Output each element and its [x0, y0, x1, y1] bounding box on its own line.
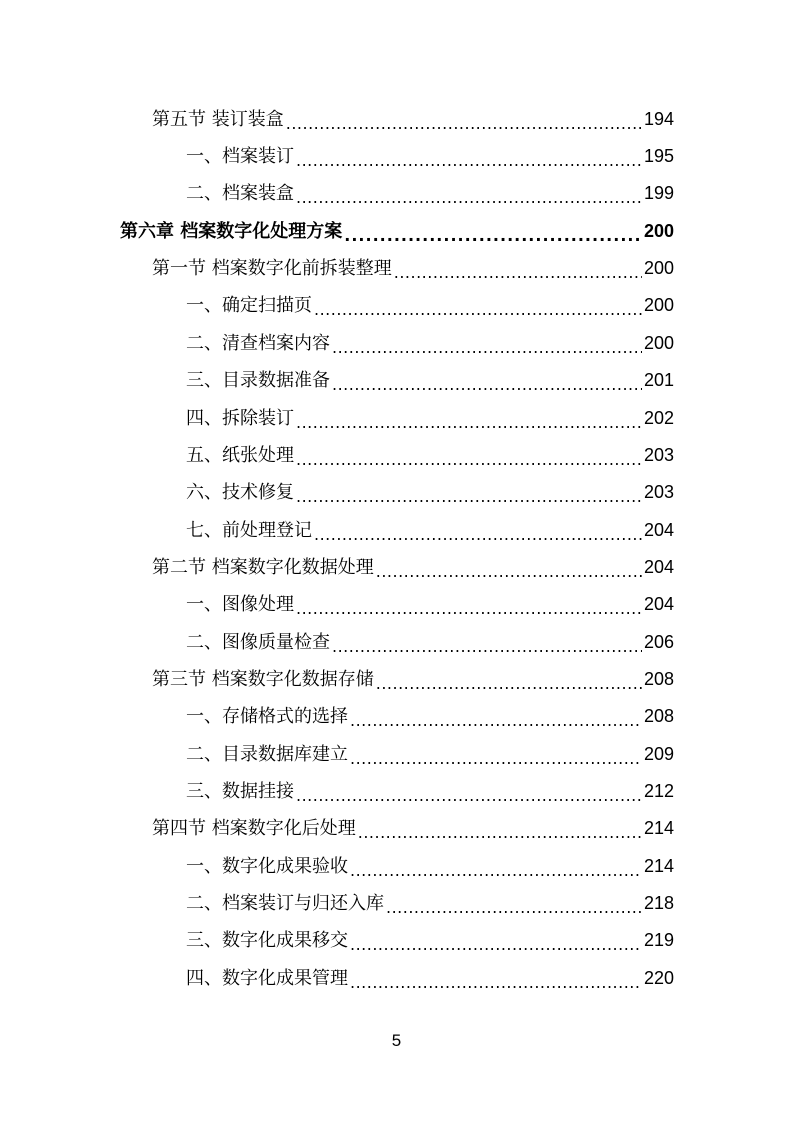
toc-entry-title: 三、数据挂接: [186, 781, 294, 802]
toc-entry[interactable]: [186, 848, 674, 885]
toc-entry[interactable]: [186, 773, 674, 810]
toc-entry[interactable]: [186, 175, 674, 212]
toc-entry-page: 203: [643, 445, 674, 465]
toc-entry-page: 200: [643, 221, 674, 241]
toc-entry-title: 一、存储格式的选择: [186, 706, 348, 727]
toc-entry-page: 200: [643, 333, 674, 353]
toc-entry[interactable]: [186, 736, 674, 773]
toc-entry-title: 一、确定扫描页: [186, 295, 312, 316]
toc-entry[interactable]: [186, 325, 674, 362]
toc-dot-leader: [350, 698, 642, 735]
toc-entry-title: 第六章 档案数字化处理方案: [120, 221, 343, 242]
toc-entry-title: 二、图像质量检查: [186, 632, 330, 653]
toc-entry-title: 三、目录数据准备: [186, 370, 330, 391]
toc-entry-title: 七、前处理登记: [186, 520, 312, 541]
toc-entry[interactable]: [186, 885, 674, 922]
toc-dot-leader: [332, 325, 642, 362]
toc-dot-leader: [386, 885, 642, 922]
toc-entry-title: 五、纸张处理: [186, 445, 294, 466]
toc-entry-title: 二、档案装盒: [186, 183, 294, 204]
toc-entry-page: 200: [643, 258, 674, 278]
toc-entry-page: 195: [643, 146, 674, 166]
toc-dot-leader: [314, 287, 642, 324]
toc-entry-title: 四、数字化成果管理: [186, 968, 348, 989]
toc-dot-leader: [350, 922, 642, 959]
toc-entry[interactable]: [152, 250, 674, 287]
toc-entry-page: 206: [643, 632, 674, 652]
toc-entry[interactable]: [152, 810, 674, 847]
toc-entry[interactable]: [152, 101, 674, 138]
toc-dot-leader: [296, 437, 642, 474]
toc-entry-title: 第五节 装订装盒: [152, 109, 284, 130]
toc-entry[interactable]: [186, 624, 674, 661]
toc-dot-leader: [296, 586, 642, 623]
toc-dot-leader: [296, 175, 642, 212]
toc-dot-leader: [350, 848, 642, 885]
toc-entry-page: 204: [643, 557, 674, 577]
toc-entry[interactable]: [186, 586, 674, 623]
toc-entry-page: 204: [643, 594, 674, 614]
toc-entry-page: 200: [643, 295, 674, 315]
toc-entry-page: 202: [643, 408, 674, 428]
toc-dot-leader: [376, 549, 642, 586]
toc-entry-page: 212: [643, 781, 674, 801]
toc-dot-leader: [332, 362, 642, 399]
toc-entry-title: 第二节 档案数字化数据处理: [152, 557, 374, 578]
toc-entry-page: 209: [643, 744, 674, 764]
toc-entry-title: 二、清查档案内容: [186, 333, 330, 354]
toc-entry-title: 第一节 档案数字化前拆装整理: [152, 258, 392, 279]
toc-dot-leader: [358, 810, 642, 847]
toc-dot-leader: [332, 624, 642, 661]
toc-dot-leader: [296, 773, 642, 810]
toc-entry-title: 第四节 档案数字化后处理: [152, 818, 356, 839]
toc-dot-leader: [344, 213, 642, 250]
toc-entry-title: 三、数字化成果移交: [186, 930, 348, 951]
toc-dot-leader: [376, 661, 642, 698]
toc-dot-leader: [350, 736, 642, 773]
toc-entry[interactable]: [186, 287, 674, 324]
toc-entry-page: 214: [643, 818, 674, 838]
toc-entry[interactable]: [186, 922, 674, 959]
toc-entry-title: 一、档案装订: [186, 146, 294, 167]
toc-entry-title: 四、拆除装订: [186, 408, 294, 429]
toc-entry-page: 194: [643, 109, 674, 129]
toc-entry-page: 220: [643, 968, 674, 988]
toc-entry-title: 第三节 档案数字化数据存储: [152, 669, 374, 690]
toc-entry-title: 二、档案装订与归还入库: [186, 893, 384, 914]
toc-entry-page: 208: [643, 669, 674, 689]
toc-dot-leader: [350, 960, 642, 997]
toc-entry[interactable]: [186, 138, 674, 175]
toc-entry-title: 二、目录数据库建立: [186, 744, 348, 765]
toc-dot-leader: [314, 512, 642, 549]
toc-entry[interactable]: [186, 400, 674, 437]
toc-dot-leader: [286, 101, 642, 138]
toc-entry[interactable]: [152, 661, 674, 698]
toc-entry-title: 一、数字化成果验收: [186, 856, 348, 877]
toc-entry[interactable]: [186, 437, 674, 474]
toc-dot-leader: [394, 250, 642, 287]
toc-entry-page: 199: [643, 183, 674, 203]
toc-dot-leader: [296, 400, 642, 437]
toc-entry[interactable]: [186, 512, 674, 549]
toc-dot-leader: [296, 474, 642, 511]
toc-dot-leader: [296, 138, 642, 175]
toc-chapter-entry[interactable]: [120, 213, 674, 250]
toc-entry-title: 一、图像处理: [186, 594, 294, 615]
toc-entry-page: 219: [643, 930, 674, 950]
toc-entry[interactable]: [152, 549, 674, 586]
toc-entry-page: 214: [643, 856, 674, 876]
toc-entry-title: 六、技术修复: [186, 482, 294, 503]
toc-entry-page: 201: [643, 370, 674, 390]
toc-entry[interactable]: [186, 362, 674, 399]
toc-entry-page: 218: [643, 893, 674, 913]
toc-entry[interactable]: [186, 698, 674, 735]
toc-entry[interactable]: [186, 960, 674, 997]
toc-entry-page: 208: [643, 706, 674, 726]
page-number: 5: [391, 1031, 402, 1050]
toc-entry[interactable]: [186, 474, 674, 511]
toc-entry-page: 203: [643, 482, 674, 502]
toc-entry-page: 204: [643, 520, 674, 540]
